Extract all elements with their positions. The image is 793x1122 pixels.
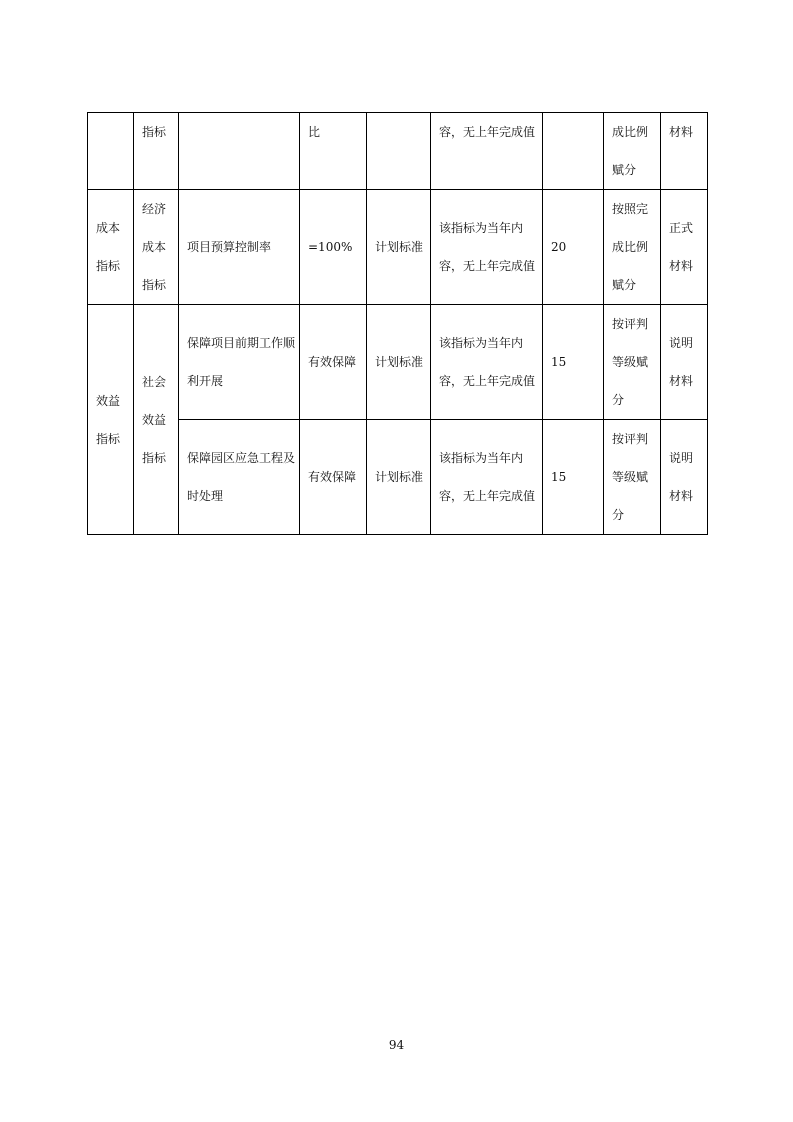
standard-cell: 计划标准 bbox=[367, 190, 431, 305]
indicator-name-cell: 保障项目前期工作顺 利开展 bbox=[179, 305, 300, 420]
category-cell: 成本 指标 bbox=[88, 190, 134, 305]
scoring-method-cell: 成比例 赋分 bbox=[604, 113, 661, 190]
category-cell bbox=[88, 113, 134, 190]
indicator-name-cell: 保障园区应急工程及 时处理 bbox=[179, 420, 300, 535]
standard-cell: 计划标准 bbox=[367, 420, 431, 535]
note-cell: 容，无上年完成值 bbox=[431, 113, 543, 190]
performance-indicator-table bbox=[87, 112, 708, 535]
table-row bbox=[88, 113, 708, 190]
scoring-method-cell: 按照完 成比例 赋分 bbox=[604, 190, 661, 305]
target-value-cell: 有效保障 bbox=[300, 305, 367, 420]
score-cell: 20 bbox=[543, 190, 604, 305]
standard-cell bbox=[367, 113, 431, 190]
target-value-cell: =100% bbox=[300, 190, 367, 305]
scoring-method-cell: 按评判 等级赋 分 bbox=[604, 420, 661, 535]
subcategory-cell: 社会 效益 指标 bbox=[134, 305, 179, 535]
table-row bbox=[88, 420, 708, 535]
category-cell: 效益 指标 bbox=[88, 305, 134, 535]
note-cell: 该指标为当年内 容，无上年完成值 bbox=[431, 305, 543, 420]
evidence-cell: 说明 材料 bbox=[661, 420, 708, 535]
table-row bbox=[88, 305, 708, 420]
note-cell: 该指标为当年内 容，无上年完成值 bbox=[431, 420, 543, 535]
score-cell bbox=[543, 113, 604, 190]
indicator-name-cell: 项目预算控制率 bbox=[179, 190, 300, 305]
subcategory-cell: 指标 bbox=[134, 113, 179, 190]
indicator-name-cell bbox=[179, 113, 300, 190]
evidence-cell: 正式 材料 bbox=[661, 190, 708, 305]
note-cell: 该指标为当年内 容，无上年完成值 bbox=[431, 190, 543, 305]
standard-cell: 计划标准 bbox=[367, 305, 431, 420]
evidence-cell: 说明 材料 bbox=[661, 305, 708, 420]
target-value-cell: 有效保障 bbox=[300, 420, 367, 535]
scoring-method-cell: 按评判 等级赋 分 bbox=[604, 305, 661, 420]
target-value-cell: 比 bbox=[300, 113, 367, 190]
evidence-cell: 材料 bbox=[661, 113, 708, 190]
score-cell: 15 bbox=[543, 305, 604, 420]
page-number: 94 bbox=[388, 1038, 405, 1052]
score-cell: 15 bbox=[543, 420, 604, 535]
subcategory-cell: 经济 成本 指标 bbox=[134, 190, 179, 305]
table-row bbox=[88, 190, 708, 305]
